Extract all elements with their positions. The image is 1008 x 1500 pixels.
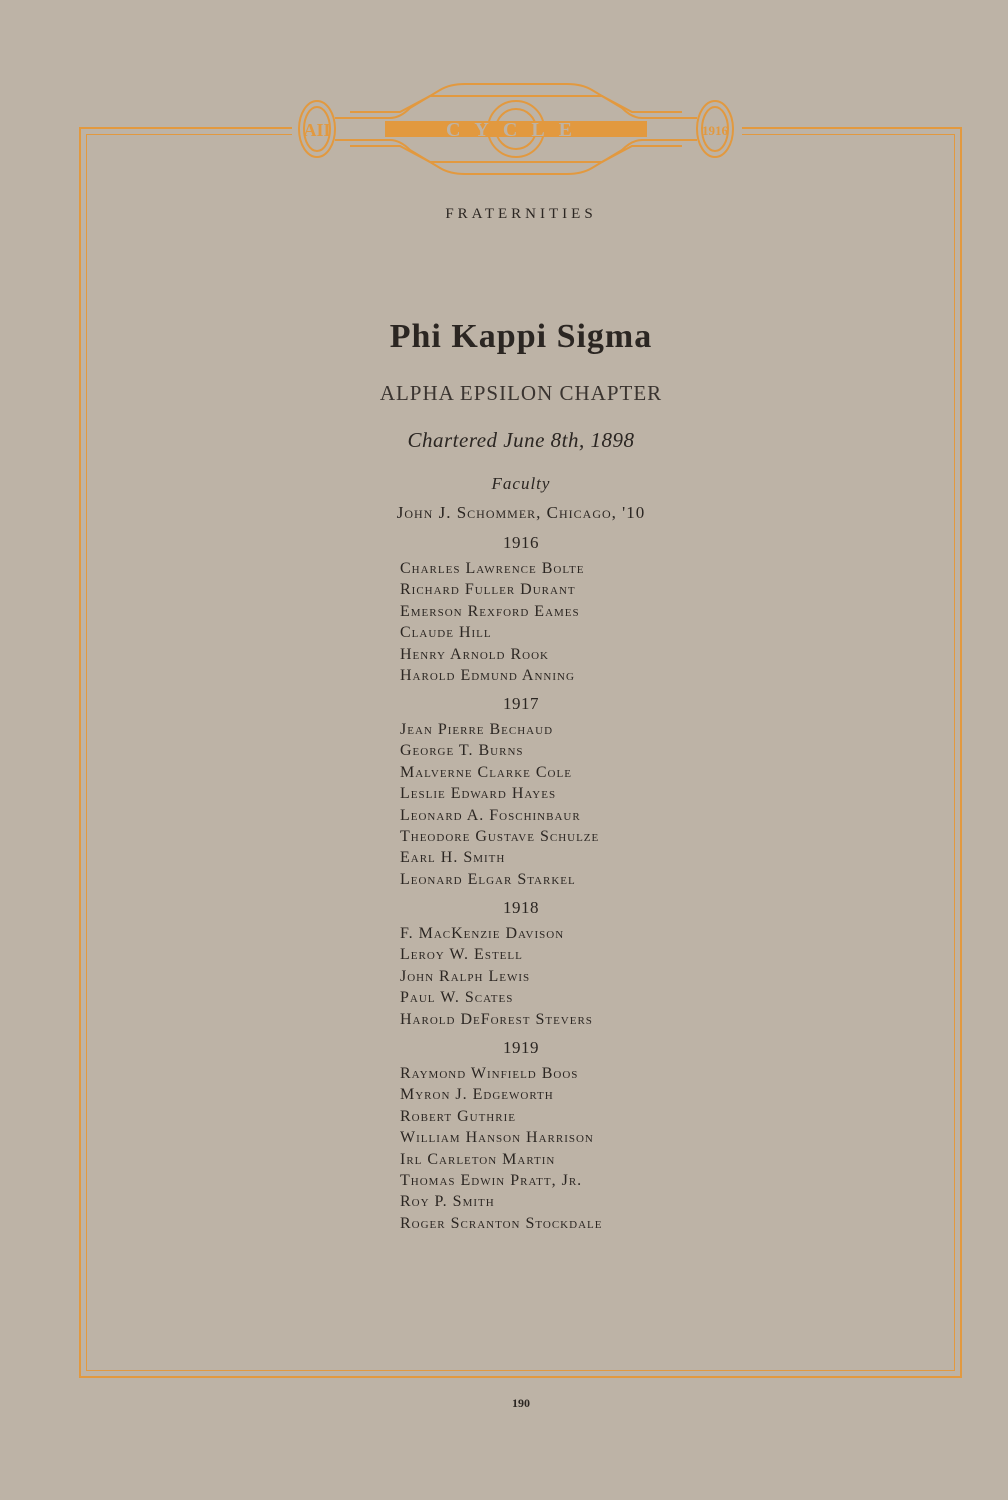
member-name: Earl H. Smith: [400, 849, 506, 867]
faculty-heading: Faculty: [491, 474, 551, 493]
member-name: Henry Arnold Rook: [400, 645, 549, 663]
member-name: Malverne Clarke Cole: [400, 763, 572, 781]
member-list: [400, 719, 599, 890]
section-label: FRATERNITIES: [445, 206, 597, 222]
cycle-emblem: [290, 78, 742, 180]
member-name: Charles Lawrence Bolte: [400, 560, 585, 577]
member-name: Thomas Edwin Pratt, Jr.: [400, 1171, 583, 1189]
class-year-heading: 1918: [503, 898, 539, 917]
member-list: [400, 1063, 602, 1234]
chapter-name: ALPHA EPSILON CHAPTER: [379, 381, 663, 405]
member-name: Harold DeForest Stevers: [400, 1010, 593, 1028]
member-name: John Ralph Lewis: [400, 967, 531, 985]
faculty-member: John J. Schommer, Chicago, '10: [396, 503, 646, 522]
emblem-right-year: 1916: [702, 123, 728, 138]
member-name: George T. Burns: [400, 742, 524, 760]
member-name: Raymond Winfield Boos: [400, 1065, 579, 1082]
member-name: Leonard Elgar Starkel: [400, 870, 576, 888]
chartered-date: Chartered June 8th, 1898: [407, 428, 635, 452]
member-name: Robert Guthrie: [400, 1107, 516, 1125]
page-number: 190: [512, 1396, 530, 1410]
member-name: Roger Scranton Stockdale: [400, 1214, 603, 1232]
class-year-heading: 1916: [503, 533, 539, 552]
member-name: Irl Carleton Martin: [400, 1150, 556, 1168]
class-year-heading: 1917: [503, 694, 539, 713]
member-name: Claude Hill: [400, 624, 492, 642]
member-name: Emerson Rexford Eames: [400, 602, 580, 620]
member-name: William Hanson Harrison: [400, 1129, 594, 1147]
member-name: Paul W. Scates: [400, 989, 514, 1007]
member-name: Leslie Edward Hayes: [400, 785, 557, 803]
member-list: [400, 923, 593, 1030]
emblem-left-monogram: AII: [303, 120, 331, 140]
member-name: Jean Pierre Bechaud: [400, 721, 554, 738]
member-name: Leroy W. Estell: [400, 946, 523, 964]
emblem-word: CYCLE: [445, 119, 587, 141]
member-list: [400, 558, 585, 686]
fraternity-name: Phi Kappi Sigma: [389, 318, 653, 355]
member-name: Harold Edmund Anning: [400, 666, 575, 684]
member-name: Roy P. Smith: [400, 1193, 495, 1211]
class-year-heading: 1919: [503, 1038, 539, 1057]
member-name: Richard Fuller Durant: [400, 581, 576, 599]
member-name: Myron J. Edgeworth: [400, 1086, 554, 1104]
member-name: F. MacKenzie Davison: [400, 925, 565, 942]
member-name: Theodore Gustave Schulze: [400, 827, 600, 845]
member-name: Leonard A. Foschinbaur: [400, 806, 581, 824]
